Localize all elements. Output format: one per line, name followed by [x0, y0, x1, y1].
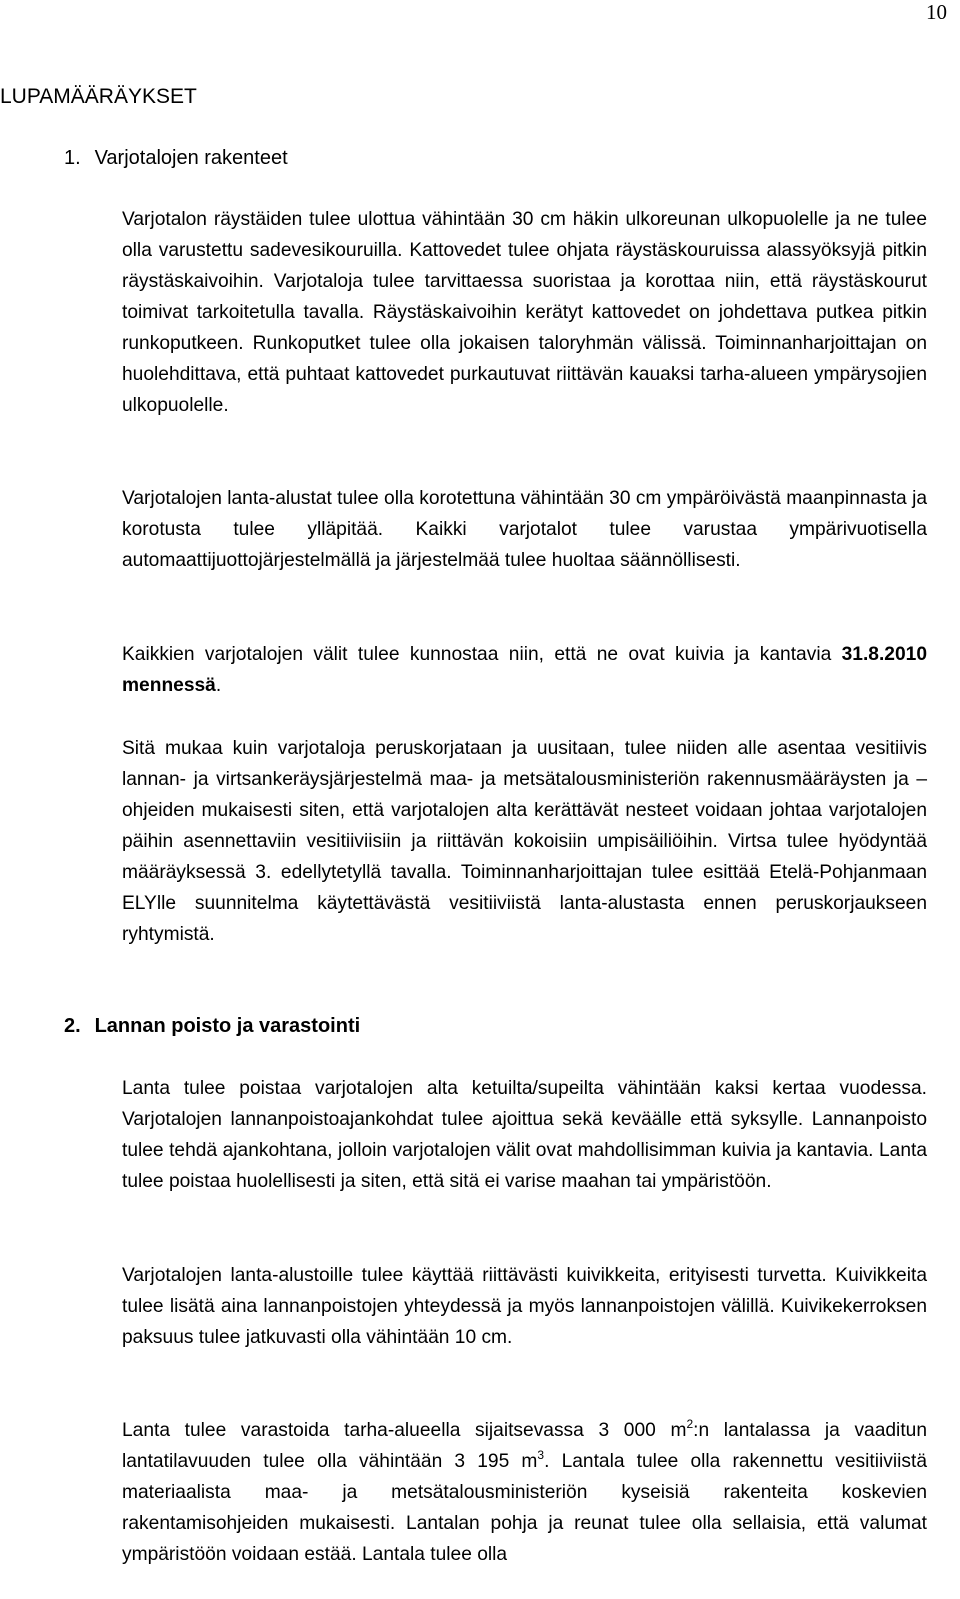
section-2-paragraph-1: Lanta tulee poistaa varjotalojen alta ketuilta/supeilta vähintään kaksi kertaa vuodessa. Varjotalojen lannanpoistoajankohdat tulee ajoittua sekä keväälle että syksylle. Lannanpoisto tulee tehdä ajankohtana, jolloin varjotalojen välit ovat mahdollisimman kuivia ja kantavia. Lanta tulee poistaa huolellisesti ja siten, että sitä ei varise maahan tai ympäristöön. [122, 1078, 927, 1192]
section-1-deadline-paragraph: Kaikkien varjotalojen välit tulee kunnostaa niin, että ne ovat kuivia ja kantavia 31.8.2010 mennessä. [122, 644, 927, 696]
document-title: LUPAMÄÄRÄYKSET [0, 85, 197, 108]
section-1-paragraph-1: Varjotalon räystäiden tulee ulottua vähintään 30 cm häkin ulkoreunan ulkopuolelle ja ne tulee olla varustettu sadevesikouruilla. Kattovedet tulee ohjata räystäskouruissa alassyöksyjä pitkin räystäskaivoihin. Varjotaloja tulee tarvittaessa suoristaa ja korottaa niin, että räystäskourut toimivat tarkoitetulla tavalla. Räystäskaivoihin kerätyt kattovedet on johdettava putkea pitkin runkoputkeen. Runkoputket tulee olla jokaisen taloryhmän välissä. Toiminnanharjoittajan on huolehdittava, että puhtaat kattovedet purkautuvat riittävän kauaksi tarha-alueen ympärysojien ulkopuolelle. [122, 209, 927, 416]
section-1-closing-paragraph: Sitä mukaa kuin varjotaloja peruskorjataan ja uusitaan, tulee niiden alle asentaa vesitiivis lannan- ja virtsankeräysjärjestelmä maa- ja metsätalousministeriön rakennusmääräysten ja – ohjeiden mukaisesti siten, että varjotalojen alta kerättävät nesteet voidaan johtaa varjotalojen päihin asennettaviin vesitiiviisiin ja riittävän kokoisiin umpisäiliöihin. Virtsa tulee hyödyntää määräyksessä 3. edellytetyllä tavalla. Toiminnanharjoittajan tulee esittää Etelä-Pohjanmaan ELYlle suunnitelma käytettävästä vesitiiviistä lanta-alustasta ennen peruskorjaukseen ryhtymistä. [122, 738, 927, 945]
superscript-2: 2 [686, 1417, 694, 1431]
section-2-storage-paragraph [122, 1415, 927, 1570]
section-2-heading [64, 1012, 360, 1040]
storage-text-1: Lanta tulee varastoida tarha-alueella sijaitsevassa 3 000 m [122, 1420, 687, 1441]
section-2-number: 2. [64, 1015, 81, 1037]
superscript-3: 3 [537, 1448, 545, 1462]
page-number: 10 [926, 0, 947, 24]
section-1-title: Varjotalojen rakenteet [94, 147, 288, 169]
section-1-number: 1. [64, 147, 81, 169]
storage-text-2: :n lantalassa ja vaaditun lantatilavuuden tulee olla vähintään 3 195 m [122, 1420, 927, 1472]
section-1-heading [64, 144, 288, 172]
section-2-title: Lannan poisto ja varastointi [94, 1015, 361, 1037]
storage-text-3: . Lantala tulee olla rakennettu vesitiiviistä materiaalista maa- ja metsätalousministeriön kyseisiä rakenteita koskevien rakentamisohjeiden mukaisesti. Lantalan pohja ja reunat tulee olla sellaisia, että valumat ympäristöön voidaan estää. Lantala tulee olla [122, 1451, 927, 1565]
deadline-text: Kaikkien varjotalojen välit tulee kunnostaa niin, että ne ovat kuivia ja kantavia [122, 644, 842, 665]
section-1-paragraph-2: Varjotalojen lanta-alustat tulee olla korotettuna vähintään 30 cm ympäröivästä maanpinnasta ja korotusta tulee ylläpitää. Kaikki varjotalot tulee varustaa ympärivuotisella automaattijuottojärjestelmällä ja järjestelmää tulee huoltaa säännöllisesti. [122, 488, 927, 571]
deadline-emphasis: 31.8.2010 mennessä [122, 644, 927, 696]
section-2-paragraph-2: Varjotalojen lanta-alustoille tulee käyttää riittävästi kuivikkeita, erityisesti turvetta. Kuivikkeita tulee lisätä aina lannanpoistojen yhteydessä ja myös lannanpoistojen välillä. Kuivikekerroksen paksuus tulee jatkuvasti olla vähintään 10 cm. [122, 1265, 927, 1348]
